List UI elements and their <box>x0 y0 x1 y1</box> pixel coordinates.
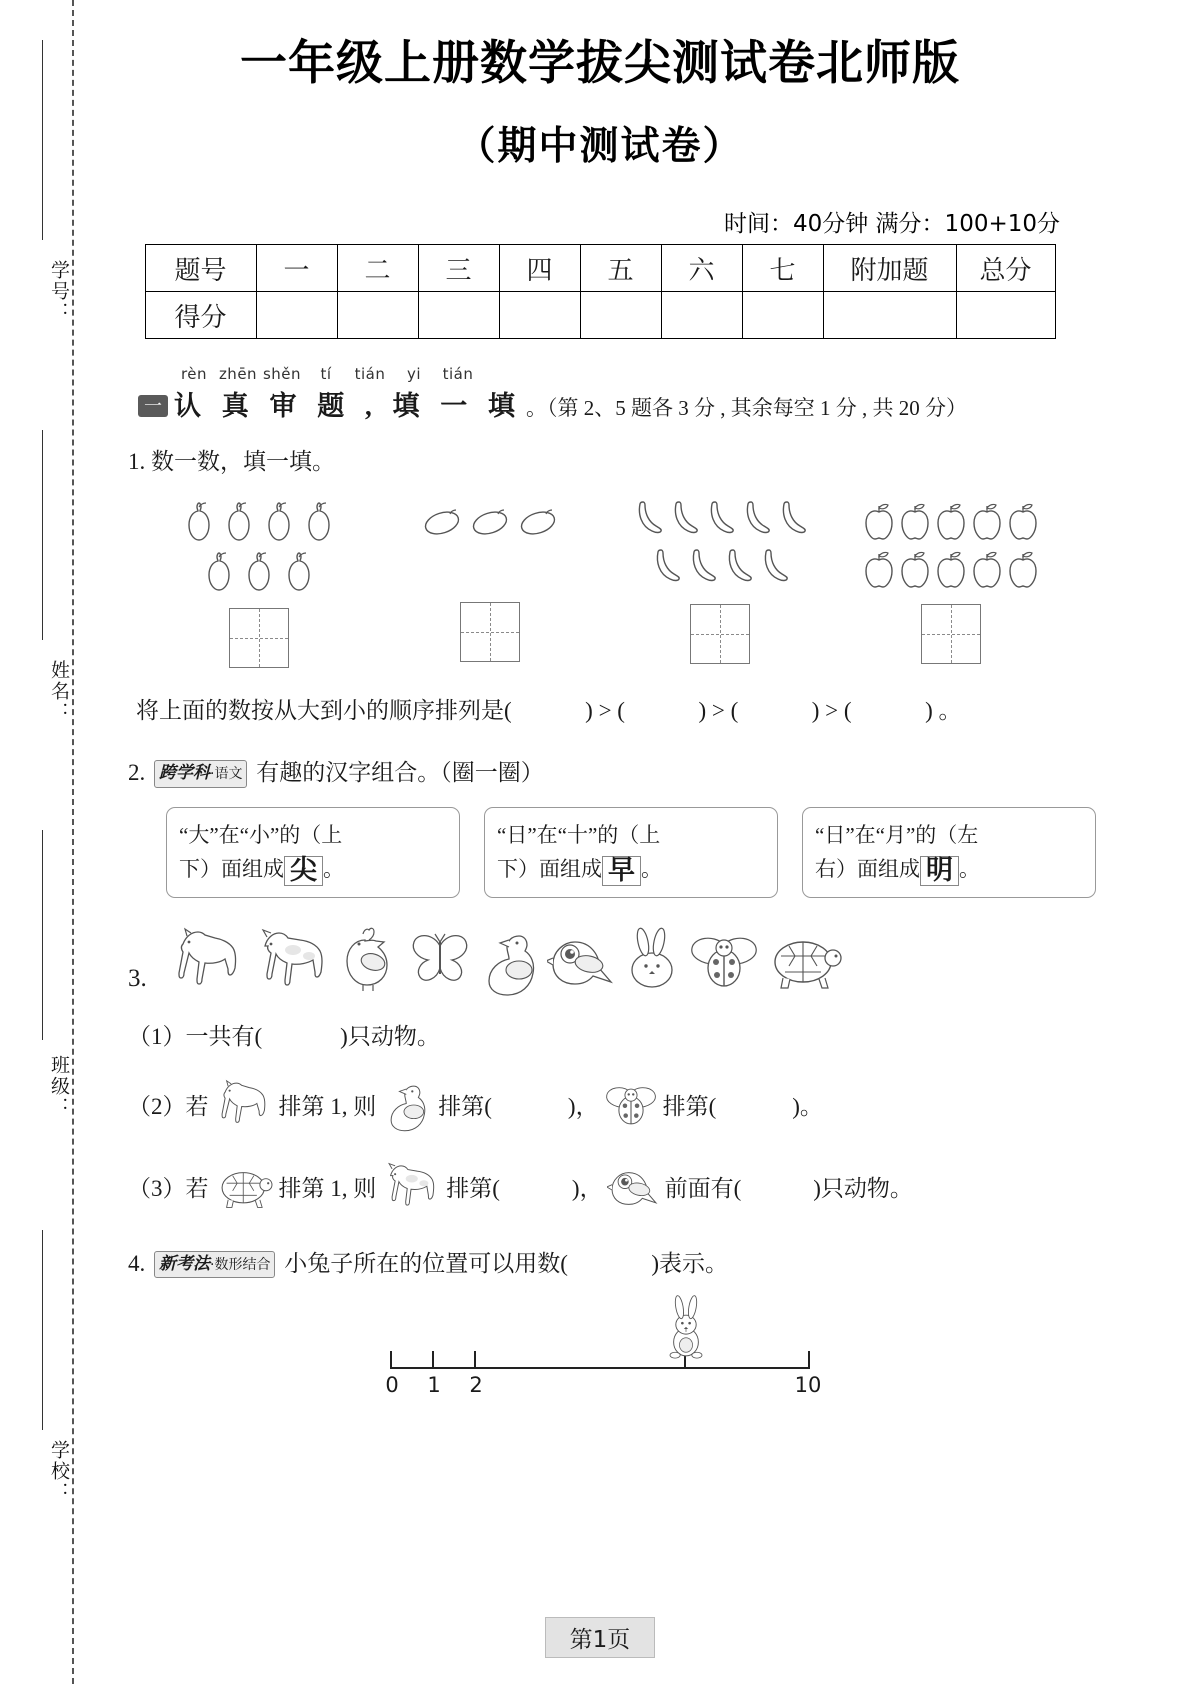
apple-icon <box>934 546 968 590</box>
question-2-text: 有趣的汉字组合。（圈一圈） <box>256 760 544 785</box>
apple-icon <box>970 546 1004 590</box>
banana-icon <box>649 546 683 590</box>
cow-icon <box>380 1159 442 1215</box>
score-table <box>145 244 1056 339</box>
question-3-sub1 <box>128 1018 1100 1051</box>
pear-rows <box>180 498 338 594</box>
pear-icon <box>240 548 278 594</box>
score-table-col-5: 五 <box>580 245 661 292</box>
combo-2-end: 。 <box>641 857 662 882</box>
section-one-title-line <box>138 384 1100 423</box>
new-method-tag-sub: ·数形结合 <box>210 1256 271 1273</box>
apple-row-2 <box>862 546 1040 590</box>
number-line-label-1: 1 <box>427 1373 441 1398</box>
ordering-text-end: ) 。 <box>925 697 962 723</box>
banana-row-1 <box>631 498 809 542</box>
combo-3-char: 明 <box>920 856 959 886</box>
number-line-tick-2 <box>474 1351 476 1367</box>
score-cell-3[interactable] <box>418 292 499 339</box>
combo-box-3[interactable] <box>802 807 1096 898</box>
goose-icon <box>475 924 545 998</box>
ordering-text-before: 将上面的数按从大到小的顺序排列是( <box>136 697 512 723</box>
pinyin-2: zhēn <box>218 365 258 383</box>
pear-row-1 <box>180 498 338 544</box>
question-1-number: 1. <box>128 449 146 474</box>
rabbit-icon <box>662 1293 710 1365</box>
page-number: 第1页 <box>545 1617 656 1658</box>
combo-2-char: 早 <box>602 856 641 886</box>
score-table-header-row <box>145 245 1055 292</box>
cross-subject-tag-main: 跨学科 <box>159 763 210 783</box>
score-table-score-row <box>145 292 1055 339</box>
question-2-prompt <box>128 756 1100 791</box>
exam-page <box>100 0 1100 1684</box>
combo-box-1[interactable] <box>166 807 460 898</box>
question-4-prompt <box>128 1247 1100 1282</box>
sub3-text-c: 排第( <box>446 1176 500 1202</box>
fruit-group-banana <box>620 498 820 664</box>
pear-icon <box>220 498 258 544</box>
goose-icon <box>380 1077 434 1133</box>
score-cell-4[interactable] <box>499 292 580 339</box>
apple-icon <box>898 546 932 590</box>
question-1-fruit-groups <box>144 498 1066 668</box>
number-line-tick-10 <box>808 1351 810 1367</box>
score-table-row-label-score: 得分 <box>145 292 256 339</box>
horse-icon <box>213 1077 275 1133</box>
question-2-combo-boxes <box>166 807 1100 898</box>
ladybug-icon <box>687 924 761 998</box>
new-method-tag-main: 新考法 <box>159 1253 210 1274</box>
sub3-label: （3） <box>128 1176 186 1202</box>
score-table-col-1: 一 <box>256 245 337 292</box>
mango-icon <box>467 498 513 544</box>
question-4-number-line <box>385 1297 822 1405</box>
apple-icon <box>1006 546 1040 590</box>
sub2-text-c: 排第( <box>438 1094 492 1120</box>
score-table-col-2: 二 <box>337 245 418 292</box>
pear-icon <box>280 548 318 594</box>
sub3-text-f: )只动物。 <box>813 1176 913 1202</box>
apple-icon <box>898 498 932 542</box>
turtle-icon <box>763 924 845 998</box>
score-table-col-4: 四 <box>499 245 580 292</box>
banana-icon <box>757 546 791 590</box>
mango-icon <box>419 498 465 544</box>
score-table-col-7: 七 <box>742 245 823 292</box>
banana-icon <box>703 498 737 542</box>
score-table-col-3: 三 <box>418 245 499 292</box>
sub2-label: （2） <box>128 1094 186 1120</box>
score-table-col-bonus: 附加题 <box>823 245 956 292</box>
sub1-text-b: )只动物。 <box>340 1023 440 1049</box>
score-cell-total[interactable] <box>956 292 1055 339</box>
mango-icon <box>515 498 561 544</box>
page-subtitle: （期中测试卷） <box>456 124 744 169</box>
side-divider <box>42 430 43 640</box>
chicken-icon <box>335 924 405 998</box>
bird-icon <box>607 1159 661 1215</box>
score-cell-2[interactable] <box>337 292 418 339</box>
combo-box-2[interactable] <box>484 807 778 898</box>
number-line-tick-1 <box>432 1351 434 1367</box>
side-label-column <box>14 0 72 1684</box>
page-title: 一年级上册数学拔尖测试卷北师版 <box>240 36 960 91</box>
banana-row-2 <box>649 546 791 590</box>
score-table-col-6: 六 <box>661 245 742 292</box>
side-label-school: 学校： <box>48 1440 69 1503</box>
combo-3-line2: 右）面组成 <box>815 857 920 882</box>
horse-icon <box>167 924 249 998</box>
fruit-group-apple <box>851 498 1051 664</box>
section-one-header <box>138 365 1100 423</box>
score-table-col-total: 总分 <box>956 245 1055 292</box>
section-number-badge: 一 <box>138 395 168 417</box>
score-cell-6[interactable] <box>661 292 742 339</box>
question-1-text: 数一数，填一填。 <box>151 449 335 474</box>
combo-3-line1: “日”在“月”的（左 <box>815 822 979 847</box>
side-divider <box>42 830 43 1040</box>
pinyin-3: shěn <box>262 365 302 383</box>
sub2-text-d: )， <box>567 1094 599 1120</box>
combo-2-line2: 下）面组成 <box>497 857 602 882</box>
number-line-label-0: 0 <box>385 1373 399 1398</box>
question-1-prompt <box>128 445 1100 480</box>
mango-rows <box>419 498 561 544</box>
side-label-name: 姓名： <box>48 660 69 723</box>
question-4-number: 4. <box>128 1250 146 1276</box>
ladybug-icon <box>603 1077 659 1133</box>
section-one-pinyin <box>172 365 1100 383</box>
new-method-tag <box>154 1251 275 1279</box>
cross-subject-tag-sub: ·语文 <box>210 766 243 782</box>
sub3-text-b: 排第 1, 则 <box>278 1176 377 1202</box>
sub3-text-e: 前面有( <box>664 1176 742 1202</box>
banana-icon <box>739 498 773 542</box>
sub2-text-e: 排第( <box>662 1094 717 1120</box>
apple-rows <box>862 498 1040 590</box>
cross-subject-tag <box>154 760 247 788</box>
score-cell-bonus[interactable] <box>823 292 956 339</box>
banana-icon <box>667 498 701 542</box>
bird-icon <box>547 924 617 998</box>
turtle-icon <box>213 1159 275 1215</box>
apple-icon <box>862 498 896 542</box>
question-3-animal-strip <box>167 924 845 998</box>
combo-1-char: 尖 <box>284 856 323 886</box>
apple-icon <box>1006 498 1040 542</box>
number-line-axis <box>390 1367 810 1369</box>
fruit-group-mango <box>390 498 590 662</box>
pinyin-6: yi <box>406 365 422 383</box>
exam-meta-info: 时间：40分钟 满分：100+10分 <box>723 211 1060 237</box>
sub1-label: （1） <box>128 1023 186 1049</box>
mango-row-1 <box>419 498 561 544</box>
page-footer <box>100 1617 1100 1658</box>
question-3-sub3 <box>128 1159 1100 1215</box>
sub2-text-b: 排第 1, 则 <box>278 1094 377 1120</box>
side-label-student-id: 学号： <box>48 260 69 323</box>
sub3-text-d: )， <box>571 1176 603 1202</box>
banana-icon <box>721 546 755 590</box>
pear-icon <box>260 498 298 544</box>
apple-icon <box>970 498 1004 542</box>
pinyin-4: tí <box>320 365 332 383</box>
pinyin-5: tián <box>354 365 386 383</box>
apple-row-1 <box>862 498 1040 542</box>
combo-1-end: 。 <box>323 857 344 882</box>
combo-2-line1: “日”在“十”的（上 <box>497 822 661 847</box>
side-label-class: 班级： <box>48 1055 69 1118</box>
number-line-label-2: 2 <box>469 1373 483 1398</box>
question-3-sub2 <box>128 1077 1100 1133</box>
combo-3-end: 。 <box>959 857 980 882</box>
pear-icon <box>180 498 218 544</box>
sub3-text-a: 若 <box>185 1176 209 1202</box>
answer-grid-box-2[interactable] <box>460 602 520 662</box>
butterfly-icon <box>407 924 473 998</box>
answer-grid-box-1[interactable] <box>229 608 289 668</box>
question-3-number: 3. <box>128 965 147 993</box>
question-4-text-before: 小兔子所在的位置可以用数( <box>284 1250 568 1276</box>
number-line-tick-0 <box>390 1351 392 1367</box>
pinyin-7: tián <box>442 365 474 383</box>
banana-icon <box>775 498 809 542</box>
combo-1-line1: “大”在“小”的（上 <box>179 822 343 847</box>
apple-icon <box>934 498 968 542</box>
sub2-text-a: 若 <box>185 1094 209 1120</box>
fruit-group-pear <box>159 498 359 668</box>
ordering-sep-1: ) > ( <box>585 697 625 723</box>
section-one-title: 认 真 审 题 , 填 一 填 <box>174 391 522 421</box>
number-line-label-10: 10 <box>794 1373 822 1398</box>
score-cell-1[interactable] <box>256 292 337 339</box>
ordering-sep-3: ) > ( <box>811 697 852 723</box>
ordering-sep-2: ) > ( <box>698 697 739 723</box>
combo-1-line2: 下）面组成 <box>179 857 284 882</box>
section-one-note: 。（第 2、5 题各 3 分 , 其余每空 1 分 , 共 20 分） <box>526 396 967 420</box>
question-4-text-after: )表示。 <box>651 1250 729 1276</box>
binding-dashed-line <box>72 0 74 1684</box>
banana-icon <box>685 546 719 590</box>
banana-rows <box>631 498 809 590</box>
answer-grid-box-4[interactable] <box>921 604 981 664</box>
score-cell-7[interactable] <box>742 292 823 339</box>
sub1-text-a: 一共有( <box>185 1023 263 1049</box>
rabbit-icon <box>619 924 685 998</box>
question-1-ordering-line <box>136 694 1100 729</box>
pinyin-1: rèn <box>180 365 208 383</box>
score-cell-5[interactable] <box>580 292 661 339</box>
answer-grid-box-3[interactable] <box>690 604 750 664</box>
cow-icon <box>251 924 333 998</box>
pear-row-2 <box>200 548 318 594</box>
side-divider <box>42 1230 43 1430</box>
side-divider <box>42 40 43 240</box>
sub2-text-f: )。 <box>792 1094 823 1120</box>
score-table-row-label-question: 题号 <box>145 245 256 292</box>
pear-icon <box>300 498 338 544</box>
banana-icon <box>631 498 665 542</box>
question-2-number: 2. <box>128 760 146 785</box>
apple-icon <box>862 546 896 590</box>
pear-icon <box>200 548 238 594</box>
question-3-prompt <box>128 924 1100 998</box>
